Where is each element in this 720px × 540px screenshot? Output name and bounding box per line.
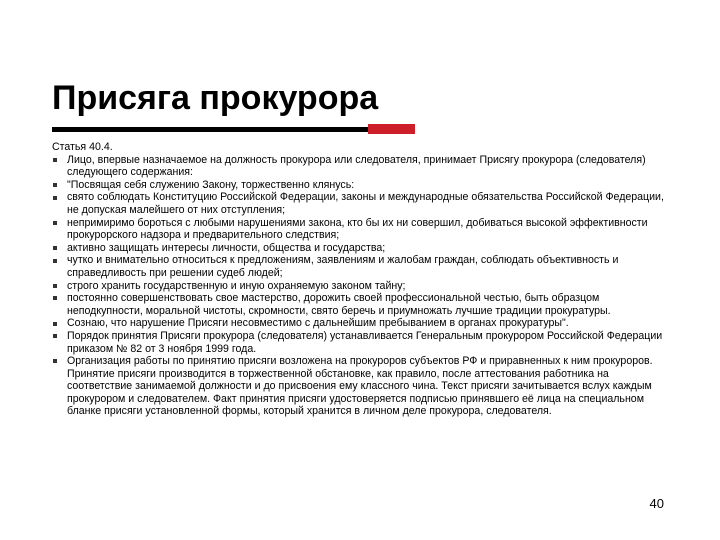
list-item — [52, 330, 674, 355]
list-item-text: "Посвящая себя служению Закону, торжественно клянусь: — [67, 178, 355, 191]
list-item-text: постоянно совершенствовать свое мастерство, дорожить своей профессиональной честью, быть образцом неподкупности, моральной чистоты, скромности, свято беречь и приумножать лучшие традиции прокуратуры. — [67, 292, 611, 317]
list-item-text: чутко и внимательно относиться к предложениям, заявлениям и жалобам граждан, соблюдать объективность и справедливость при решении судеб людей; — [67, 254, 619, 279]
list-item-text: строго хранить государственную и иную охраняемую законом тайну; — [67, 279, 406, 292]
list-item-text: активно защищать интересы личности, общества и государства; — [67, 241, 386, 254]
square-bullet-icon — [53, 246, 57, 250]
square-bullet-icon — [53, 158, 57, 162]
slide-body — [52, 141, 674, 418]
square-bullet-icon — [53, 221, 57, 225]
list-item — [52, 280, 674, 293]
square-bullet-icon — [53, 284, 57, 288]
list-item-text: непримиримо бороться с любыми нарушениями закона, кто бы их ни совершил, добиваться высокой эффективности прокурорского надзора и предварительного следствия; — [67, 216, 648, 242]
list-item — [52, 355, 674, 418]
square-bullet-icon — [53, 183, 57, 187]
bullet-list — [52, 154, 674, 418]
list-item-text: Организация работы по принятию присяги возложена на прокуроров субъектов РФ и приравненных к ним прокуроров. Принятие присяги производится в торжественной обстановке, как правило, после аттестования работника на соответствие занимаемой должности и до присвоения ему классного чина. Текст присяги зачитывается вслух каждым прокурором и следователем. Факт принятия присяги удостоверяется подписью принявшего её лица на специальном бланке присяги установленной формы, который хранится в личном деле прокурора, следователя. — [67, 355, 653, 418]
list-item-text: Сознаю, что нарушение Присяги несовместимо с дальнейшим пребыванием в органах прокуратуры". — [67, 317, 569, 330]
square-bullet-icon — [53, 334, 57, 338]
article-heading: Статья 40.4. — [52, 141, 113, 153]
slide-title: Присяга прокурора — [52, 79, 379, 117]
list-item — [52, 179, 674, 192]
list-item-text: Порядок принятия Присяги прокурора (следователя) устанавливается Генеральным прокурором Российской Федерации приказом № 82 от 3 ноября 1999 года. — [67, 329, 663, 355]
list-item — [52, 191, 674, 216]
square-bullet-icon — [53, 359, 57, 363]
title-underline-red — [368, 124, 415, 134]
list-item — [52, 292, 674, 317]
list-item-text: Лицо, впервые назначаемое на должность прокурора или следователя, принимает Присягу прокурора (следователя) следующего содержания: — [67, 153, 646, 179]
list-item — [52, 317, 674, 330]
title-underline-black — [52, 127, 368, 132]
list-item — [52, 242, 674, 255]
square-bullet-icon — [53, 296, 57, 300]
list-item-text: свято соблюдать Конституцию Российской Федерации, законы и международные обязательства Российской Федерации, не допуская малейшего от них отступления; — [67, 191, 664, 216]
list-item — [52, 154, 674, 179]
square-bullet-icon — [53, 259, 57, 263]
list-item — [52, 217, 674, 242]
square-bullet-icon — [53, 322, 57, 326]
page-number: 40 — [649, 496, 664, 511]
square-bullet-icon — [53, 196, 57, 200]
list-item — [52, 254, 674, 279]
